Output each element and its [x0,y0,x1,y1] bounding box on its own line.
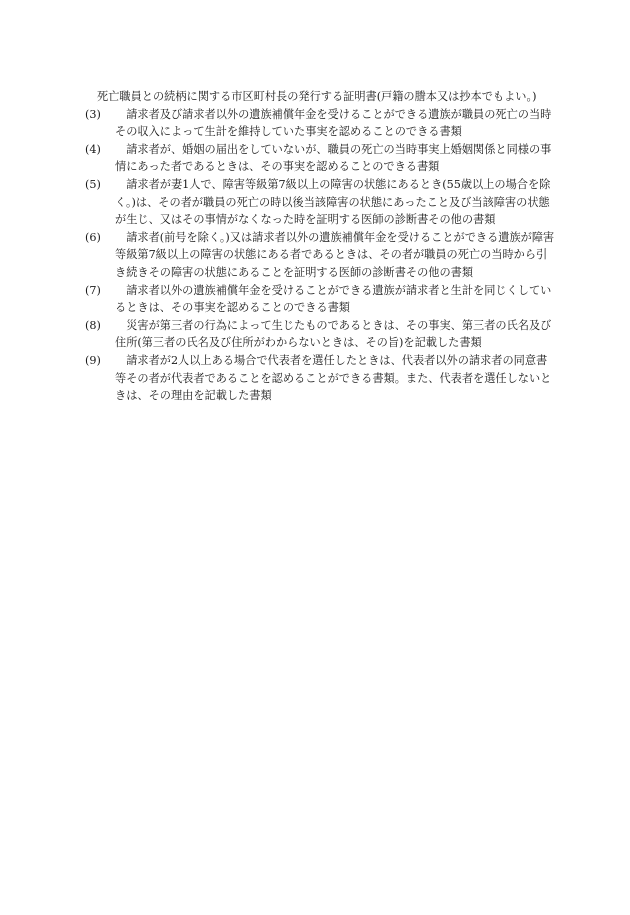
item-number: (7) [85,283,101,297]
item-number: (3) [85,107,101,121]
item-text: 請求者及び請求者以外の遺族補償年金を受けることができる遺族が職員の死亡の当時その収入によって生計を維持していた事実を認めることのできる書類 [115,107,552,139]
item-text: 請求者(前号を除く。)又は請求者以外の遺族補償年金を受けることができる遺族が障害等級第7級以上の障害の状態にある者であるときは、その者が職員の死亡の当時から引き続きその障害の状態にあることを証明する医師の診断書その他の書類 [115,230,555,279]
item-number: (4) [85,142,101,156]
list-item-9 [85,352,555,405]
item-text: 災害が第三者の行為によって生じたものであるときは、その事実、第三者の氏名及び住所(第三者の氏名及び住所がわからないときは、その旨)を記載した書類 [115,318,552,350]
continuation-paragraph: 死亡職員との続柄に関する市区町村長の発行する証明書(戸籍の謄本又は抄本でもよい。) [97,90,537,103]
list-item-5 [85,176,555,229]
item-text: 請求者が妻1人で、障害等級第7級以上の障害の状態にあるとき(55歳以上の場合を除く。)は、その者が職員の死亡の時以後当該障害の状態にあったこと及び当該障害の状態が生じ、又はその事情がなくなった時を証明する医師の診断書その他の書類 [115,177,551,227]
item-number: (8) [85,318,101,332]
list-item-7 [85,282,555,317]
item-number: (5) [85,177,101,191]
list-item-4 [85,141,555,176]
list-item-3 [85,106,555,141]
list-item-8 [85,317,555,352]
list-item-6 [85,229,555,282]
item-text: 請求者が、婚姻の届出をしていないが、職員の死亡の当時事実上婚姻関係と同様の事情にあった者であるときは、その事実を認めることのできる書類 [115,142,552,174]
item-text: 請求者以外の遺族補償年金を受けることができる遺族が請求者と生計を同じくしているときは、その事実を認めることのできる書類 [115,283,552,315]
item-text: 請求者が2人以上ある場合で代表者を選任したときは、代表者以外の請求者の同意書等その者が代表者であることを認めることができる書類。また、代表者を選任しないときは、その理由を記載した書類 [115,353,552,403]
document-body [85,88,555,405]
item-number: (9) [85,353,101,367]
item-number: (6) [85,230,101,244]
